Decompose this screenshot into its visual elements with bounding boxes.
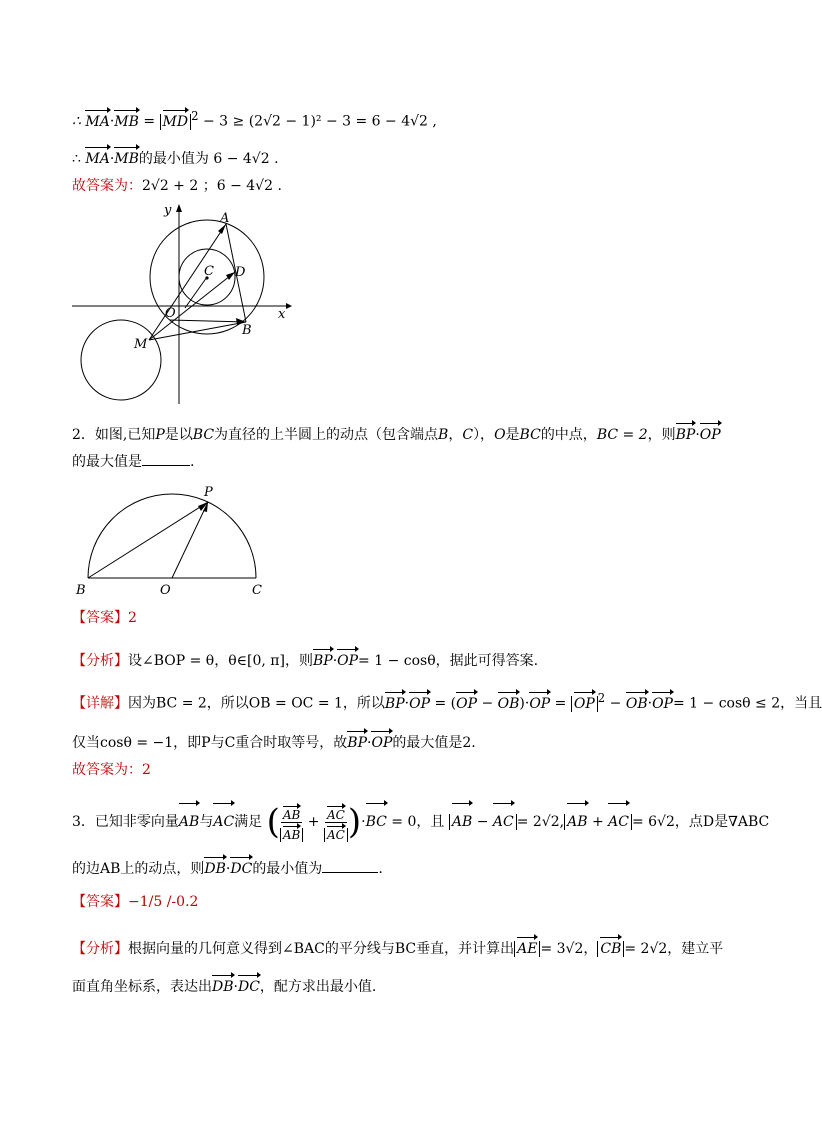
label-M: M [134,337,148,352]
question-2-line-1: 2．如图,已知P是以BC为直径的上半圆上的动点（包含端点B，C），O是BC的中点，BC = 2，则BP·OP [72,420,721,445]
question-3-line-2: 的边AB上的动点，则DB·DC的最小值为 . [72,854,383,879]
label-x: x [278,307,286,322]
analysis-3-line-2: 面直角坐标系，表达出DB·DC，配方求出最小值. [72,972,376,997]
solution-line-2: ∴ MA·MB的最小值为 6 − 4√2 . [72,144,279,169]
label-C2: C [252,583,262,598]
question-3-line-1: 3．已知非零向量AB与AC满足 ( $\frac{AB}{AB}$ + $\frac{AC}{AC}$ )·BC = 0，且 AB − AC = 2√2, AB + AC = 6√2，点D是∇ABC [72,802,770,842]
label-A: A [220,211,230,226]
final-answer-2: 故答案为：2 [72,762,151,778]
question-2-line-2: 的最大值是 . [72,454,195,470]
label-B2: B [76,583,86,598]
solution-line-1: ∴ MA·MB = MD $^2$ − 3 ≥ (2√2 − 1)² − 3 = 6 − 4√2 , [72,106,437,132]
figure-circles [70,196,300,408]
label-B: B [242,323,252,338]
analysis-2: 【分析】设∠BOP = θ，θ∈[0, π]，则BP·OP= 1 − cosθ，据此可得答案. [72,646,538,671]
figure-semicircle [72,480,272,598]
analysis-3-line-1: 【分析】根据向量的几何意义得到∠BAC的平分线与BC垂直，并计算出 AE = 3√2， CB = 2√2，建立平 [72,934,723,959]
label-D: D [235,265,246,280]
detail-2-line-1: 【详解】因为BC = 2，所以OB = OC = 1，所以BP·OP = (OP − OB)·OP = OP $^2$ − OB·OP= 1 − cosθ ≤ 2，当且 [72,688,822,714]
answer-3: 【答案】−1/5 /-0.2 [72,894,199,910]
detail-2-line-2: 仅当cosθ = −1，即P与C重合时取等号，故BP·OP的最大值是2. [72,728,476,753]
label-P: P [204,485,213,500]
label-O2: O [160,583,171,598]
label-y: y [164,203,172,218]
answer-2: 【答案】2 [72,610,137,626]
answer-line-1: 故答案为：2√2 + 2 ；6 − 4√2 . [72,178,282,194]
label-O: O [165,306,176,321]
label-C: C [204,264,214,279]
